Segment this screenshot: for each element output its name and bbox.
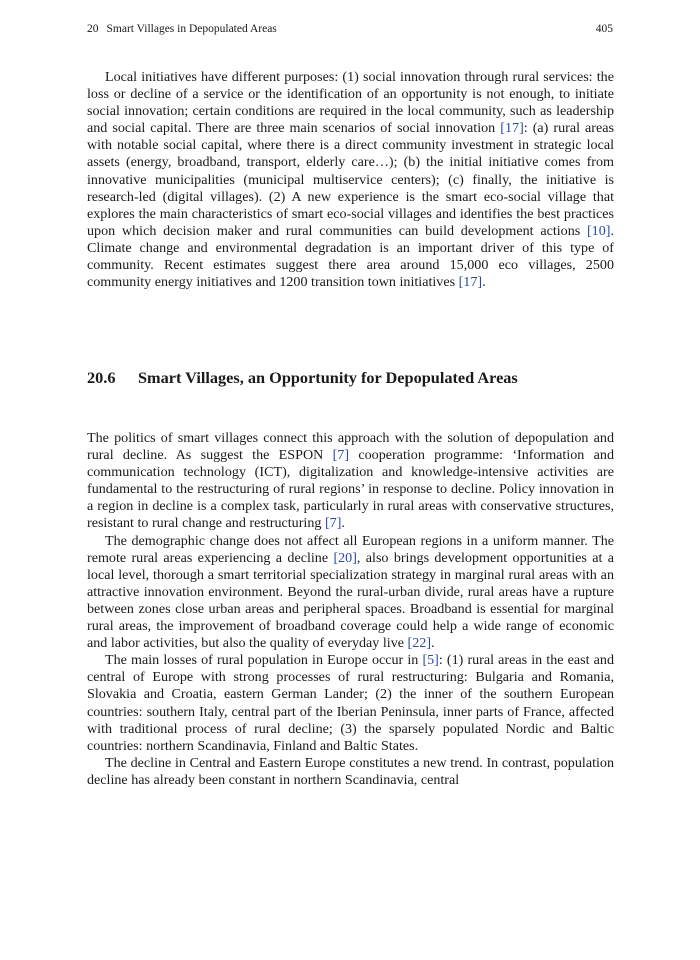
section-title: Smart Villages, an Opportunity for Depopulated Areas xyxy=(138,368,518,387)
citation-link[interactable]: [22] xyxy=(407,635,432,652)
paragraph-4 xyxy=(87,755,614,789)
text-run: , also brings development opportunities at a local level, thorough a smart territorial specialization strategy in marginal rural areas with an attractive innovation environment. Beyond the rural-urban divide, rural areas have a rupture between zones close urban areas and peripheral spaces. Broadband is essential for marginal rural areas, the improvement of broadband coverage could help a wide range of economic and labor activities, but also the quality of everyday live xyxy=(87,549,614,652)
text-run: The demographic change does not affect all European regions in a uniform manner. The remote rural areas experiencing a decline xyxy=(87,532,614,566)
text-run: Local initiatives have different purposes: (1) social innovation through rural services: the loss or decline of a service or the identification of an opportunity is not enough, to initiate social innovation; certain conditions are required in the local community, such as leadership and social capital. There are three main scenarios of social innovation xyxy=(87,69,614,137)
text-run: . xyxy=(431,635,435,652)
text-run: The main losses of rural population in Europe occur in xyxy=(105,652,423,669)
text-run: The politics of smart villages connect this approach with the solution of depopulation and rural decline. As suggest the ESPON xyxy=(87,430,614,464)
paragraph-3 xyxy=(87,652,614,755)
citation-link[interactable]: [17] xyxy=(500,120,524,137)
text-run: The decline in Central and Eastern Europe constitutes a new trend. In contrast, population decline has already been constant in northern Scandinavia, central xyxy=(87,754,614,788)
section-text-block xyxy=(87,430,614,789)
text-run: : (1) rural areas in the east and central of Europe with strong processes of rural restructuring: Bulgaria and Romania, Slovakia and Croatia, eastern German Lander; (2) the inner of the southern European countries: southern Italy, central part of the Iberian Peninsula, inner parts of France, affected with traditional process of rural decline; (3) the sparsely populated Nordic and Baltic countries: northern Scandinavia, Finland and Baltic States. xyxy=(87,652,614,754)
paragraph-2 xyxy=(87,533,614,653)
citation-link[interactable]: [20] xyxy=(333,549,357,566)
text-run: . xyxy=(341,515,345,532)
section-number: 20.6 xyxy=(87,368,116,387)
paragraph-intro xyxy=(87,69,614,291)
paragraph-1 xyxy=(87,430,614,533)
citation-link[interactable]: [7] xyxy=(324,515,342,532)
running-head-chapter xyxy=(87,22,277,36)
text-run: cooperation programme: ‘Information and communication technology (ICT), digitalization and knowledge-intensive activities are fundamental to the restructuring of rural regions’ in response to decline. Policy innovation in a region in decline is a complex task, particularly in rural areas with conservative structures, resistant to rural change and restructuring xyxy=(87,447,614,532)
text-run: . Climate change and environmental degradation is an important driver of this type of community. Recent estimates suggest there area around 15,000 eco villages, 2500 community energy initiatives and 1200 transition town initiatives xyxy=(87,222,614,291)
chapter-number: 20 xyxy=(87,23,99,35)
text-run: . xyxy=(482,274,486,291)
citation-link[interactable]: [17] xyxy=(458,274,483,291)
page-number: 405 xyxy=(595,23,613,35)
chapter-title: Smart Villages in Depopulated Areas xyxy=(106,23,277,35)
section-heading xyxy=(87,368,614,388)
citation-link[interactable]: [7] xyxy=(332,447,350,464)
intro-text-block xyxy=(87,69,614,291)
citation-link[interactable]: [5] xyxy=(422,652,439,669)
text-run: : (a) rural areas with notable social capital, where there is a direct community investment in strategic local assets (energy, broadband, transport, elderly care…); (b) the initial initiative comes from innovative municipalities (municipal multiservice centers); (c) finally, the initiative is research-led (digital villages). (2) A new experience is the smart eco-social village that explores the main characteristics of smart eco-social villages and identifies the best practices upon which decision maker and rural communities can build development actions xyxy=(87,120,614,239)
citation-link[interactable]: [10] xyxy=(586,222,611,239)
